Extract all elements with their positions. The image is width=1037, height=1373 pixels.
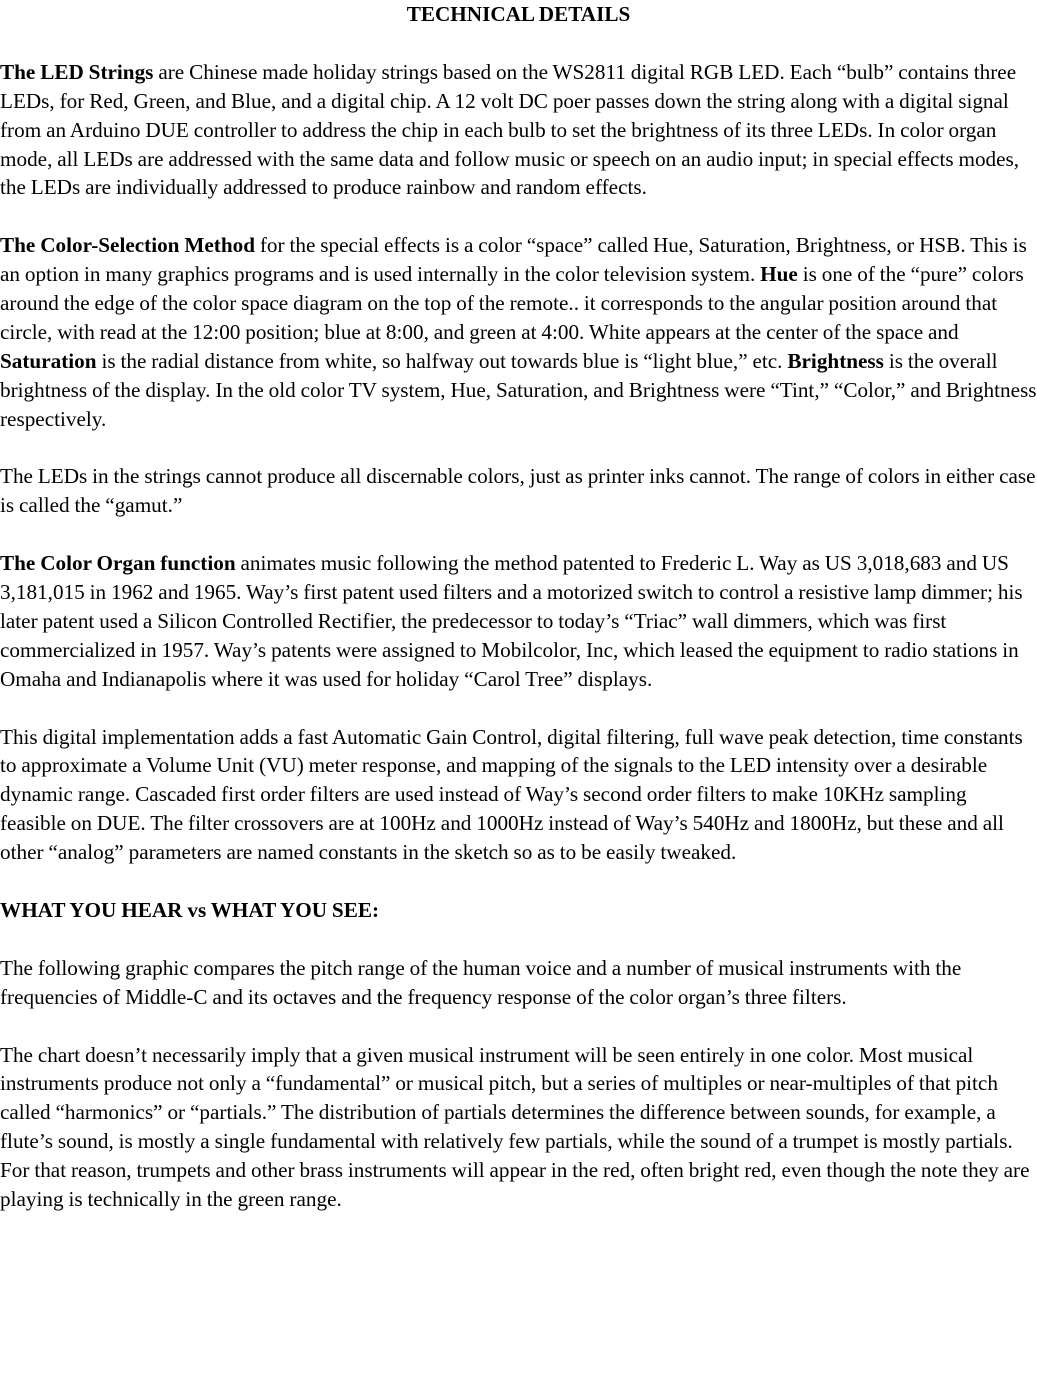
color-selection-text-2: is one of the “pure” colors around the edge of the color space diagram on the top of the remote.. it corresponds to the angular position around that circle, with read at the 12:00 position; blue at 8:00, and green at 4:00. White appears at the center of the space and (0, 262, 1024, 344)
color-selection-paragraph (0, 231, 1037, 433)
color-selection-text-4: is the overall brightness of the display. In the old color TV system, Hue, Saturation, and Brightness were “Tint,” “Color,” and Brightness respectively. (0, 348, 1037, 431)
led-strings-text: are Chinese made holiday strings based on the WS2811 digital RGB LED. Each “bulb” contains three LEDs, for Red, Green, and Blue, and a digital chip. A 12 volt DC poer passes down the string along with a digital signal from an Arduino DUE controller to address the chip in each bulb to set the brightness of its three LEDs. In color organ mode, all LEDs are addressed with the same data and follow music or speech on an audio input; in special effects modes, the LEDs are individually addressed to produce rainbow and random effects. (0, 59, 1020, 200)
color-selection-heading: The Color-Selection Method (0, 233, 255, 258)
brightness-term: Brightness (787, 348, 884, 373)
led-strings-heading: The LED Strings (0, 59, 154, 84)
color-organ-heading: The Color Organ function (0, 551, 236, 576)
gamut-paragraph: The LEDs in the strings cannot produce all discernable colors, just as printer inks cannot. The range of colors in either case is called the “gamut.” (0, 464, 1036, 518)
hear-vs-see-heading (0, 896, 1037, 925)
digital-implementation-paragraph: This digital implementation adds a fast Automatic Gain Control, digital filtering, full wave peak detection, time constants to approximate a Volume Unit (VU) meter response, and mapping of the signals to the LED intensity over a desirable dynamic range. Cascaded first order filters are used instead of Way’s second order filters to make 10KHz sampling feasible on DUE. The filter crossovers are at 100Hz and 1000Hz instead of Way’s 540Hz and 1800Hz, but these and all other “analog” parameters are named constants in the sketch so as to be easily tweaked. (0, 724, 1023, 865)
hear-vs-see-heading-text: WHAT YOU HEAR vs WHAT YOU SEE: (0, 898, 380, 922)
chart-note-paragraph: The chart doesn’t necessarily imply that a given musical instrument will be seen entirely in one color. Most musical instruments produce not only a “fundamental” or musical pitch, but a series of multiples or near-multiples of that pitch called “harmonics” or “partials.” The distribution of partials determines the difference between sounds, for example, a flute’s sound, is mostly a single fundamental with relatively few partials, while the sound of a trumpet is mostly partials. For that reason, trumpets and other brass instruments will appear in the red, often bright red, even though the note they are playing is technically in the green range. (0, 1042, 1030, 1212)
hue-term: Hue (760, 262, 798, 287)
saturation-term: Saturation (0, 348, 97, 373)
graphic-intro-paragraph: The following graphic compares the pitch range of the human voice and a number of musical instruments with the frequencies of Middle-C and its octaves and the frequency response of the color organ’s three filters. (0, 955, 962, 1009)
led-strings-paragraph (0, 58, 1037, 203)
color-organ-text: animates music following the method patented to Frederic L. Way as US 3,018,683 and US 3,181,015 in 1962 and 1965. Way’s first patent used filters and a motorized switch to control a resistive lamp dimmer; his later patent used a Silicon Controlled Rectifier, the predecessor to today’s “Triac” wall dimmers, which was first commercialized in 1957. Way’s patents were assigned to Mobilcolor, Inc, which leased the equipment to radio stations in Omaha and Indianapolis where it was used for holiday “Carol Tree” displays. (0, 551, 1023, 691)
color-selection-text-1: for the special effects is a color “space” called Hue, Saturation, Brightness, or HSB. This is an option in many graphics programs and is used internally in the color television system. (0, 233, 1027, 287)
color-selection-text-3: is the radial distance from white, so halfway out towards blue is “light blue,” etc. (96, 348, 788, 373)
color-organ-paragraph (0, 549, 1037, 694)
document-title: TECHNICAL DETAILS (406, 2, 631, 26)
